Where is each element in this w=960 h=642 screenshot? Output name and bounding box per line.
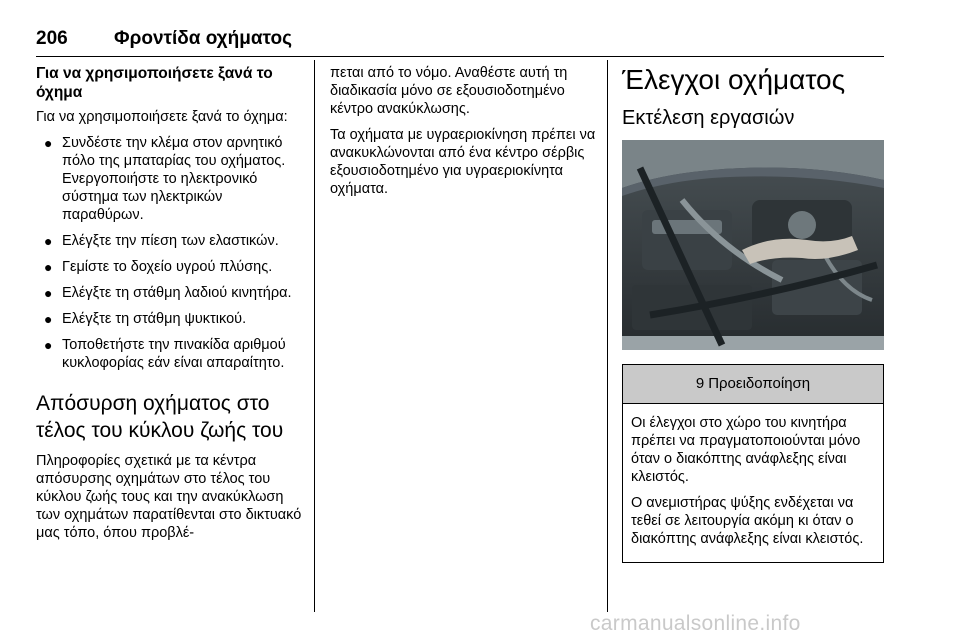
bullet-icon: ● — [44, 233, 53, 249]
section-title: Έλεγχοι οχήματος — [622, 64, 846, 95]
engine-bay-illustration — [622, 140, 884, 350]
disposal-text: Πληροφορίες σχετικά με τα κέντρα απόσυρσης οχημάτων στο τέλος του κύκλου ζωής τους και την ανακύκλωση των οχημάτων παρατίθενται στο δικτυακό μας τόπο, όπου προβλέ- — [36, 453, 302, 541]
watermark: carmanualsonline.info — [590, 612, 801, 635]
disposal-text-continued: πεται από το νόμο. Αναθέστε αυτή τη διαδικασία μόνο σε εξουσιοδοτημένο κέντρο ανακύκλωσης. — [330, 65, 568, 117]
warning-paragraph-1: Οι έλεγχοι στο χώρο του κινητήρα πρέπει να πραγματοποιούνται μόνο όταν ο διακόπτης ανάφλεξης είναι κλειστός. — [631, 415, 861, 485]
warning-box — [622, 364, 884, 563]
bullet-icon: ● — [44, 311, 53, 327]
page-number: 206 — [36, 28, 68, 49]
column-middle — [330, 64, 602, 206]
engine-bay-photo — [622, 140, 884, 350]
bullet-icon: ● — [44, 259, 53, 275]
warning-icon: 9 — [695, 375, 705, 392]
reuse-intro: Για να χρησιμοποιήσετε ξανά το όχημα: — [36, 109, 288, 125]
list-item — [36, 134, 306, 224]
gas-vehicles-text: Τα οχήματα με υγραεριοκίνηση πρέπει να ανακυκλώνονται από ένα κέντρο σέρβις εξουσιοδοτημένο για υγραεριοκίνητα οχήματα. — [330, 127, 596, 197]
step-text: Ελέγξτε τη στάθμη ψυκτικού. — [62, 311, 247, 327]
step-text: Συνδέστε την κλέμα στον αρνητικό πόλο της μπαταρίας του οχήματος. Ενεργοποιήστε το ηλεκτρονικό σύστημα των ηλεκτρικών παραθύρων. — [62, 135, 286, 223]
list-item — [36, 232, 306, 250]
page-title: Φροντίδα οχήματος — [114, 28, 292, 49]
bullet-icon: ● — [44, 337, 53, 353]
subsection-title: Εκτέλεση εργασιών — [622, 107, 795, 129]
reuse-steps-list — [36, 134, 306, 372]
list-item — [36, 336, 306, 372]
column-left — [36, 64, 306, 550]
warning-header — [623, 365, 883, 404]
list-item — [36, 284, 306, 302]
step-text: Τοποθετήστε την πινακίδα αριθμού κυκλοφορίας εάν είναι απαραίτητο. — [62, 337, 286, 371]
step-text: Ελέγξτε τη στάθμη λαδιού κινητήρα. — [62, 285, 292, 301]
warning-paragraph-2: Ο ανεμιστήρας ψύξης ενδέχεται να τεθεί σε λειτουργία ακόμη κι όταν ο διακόπτης ανάφλεξης είναι κλειστός. — [631, 495, 864, 547]
disposal-heading: Απόσυρση οχήματος στο τέλος του κύκλου ζωής του — [36, 392, 284, 442]
page-header — [36, 26, 884, 57]
list-item — [36, 258, 306, 276]
column-right — [622, 64, 884, 563]
step-text: Ελέγξτε την πίεση των ελαστικών. — [62, 233, 279, 249]
warning-body — [623, 404, 883, 562]
column-divider-right — [607, 60, 608, 612]
list-item — [36, 310, 306, 328]
bullet-icon: ● — [44, 135, 53, 151]
column-divider-left — [314, 60, 315, 612]
reuse-heading: Για να χρησιμοποιήσετε ξανά το όχημα — [36, 65, 273, 101]
bullet-icon: ● — [44, 285, 53, 301]
step-text: Γεμίστε το δοχείο υγρού πλύσης. — [62, 259, 273, 275]
warning-title: Προειδοποίηση — [708, 375, 811, 392]
